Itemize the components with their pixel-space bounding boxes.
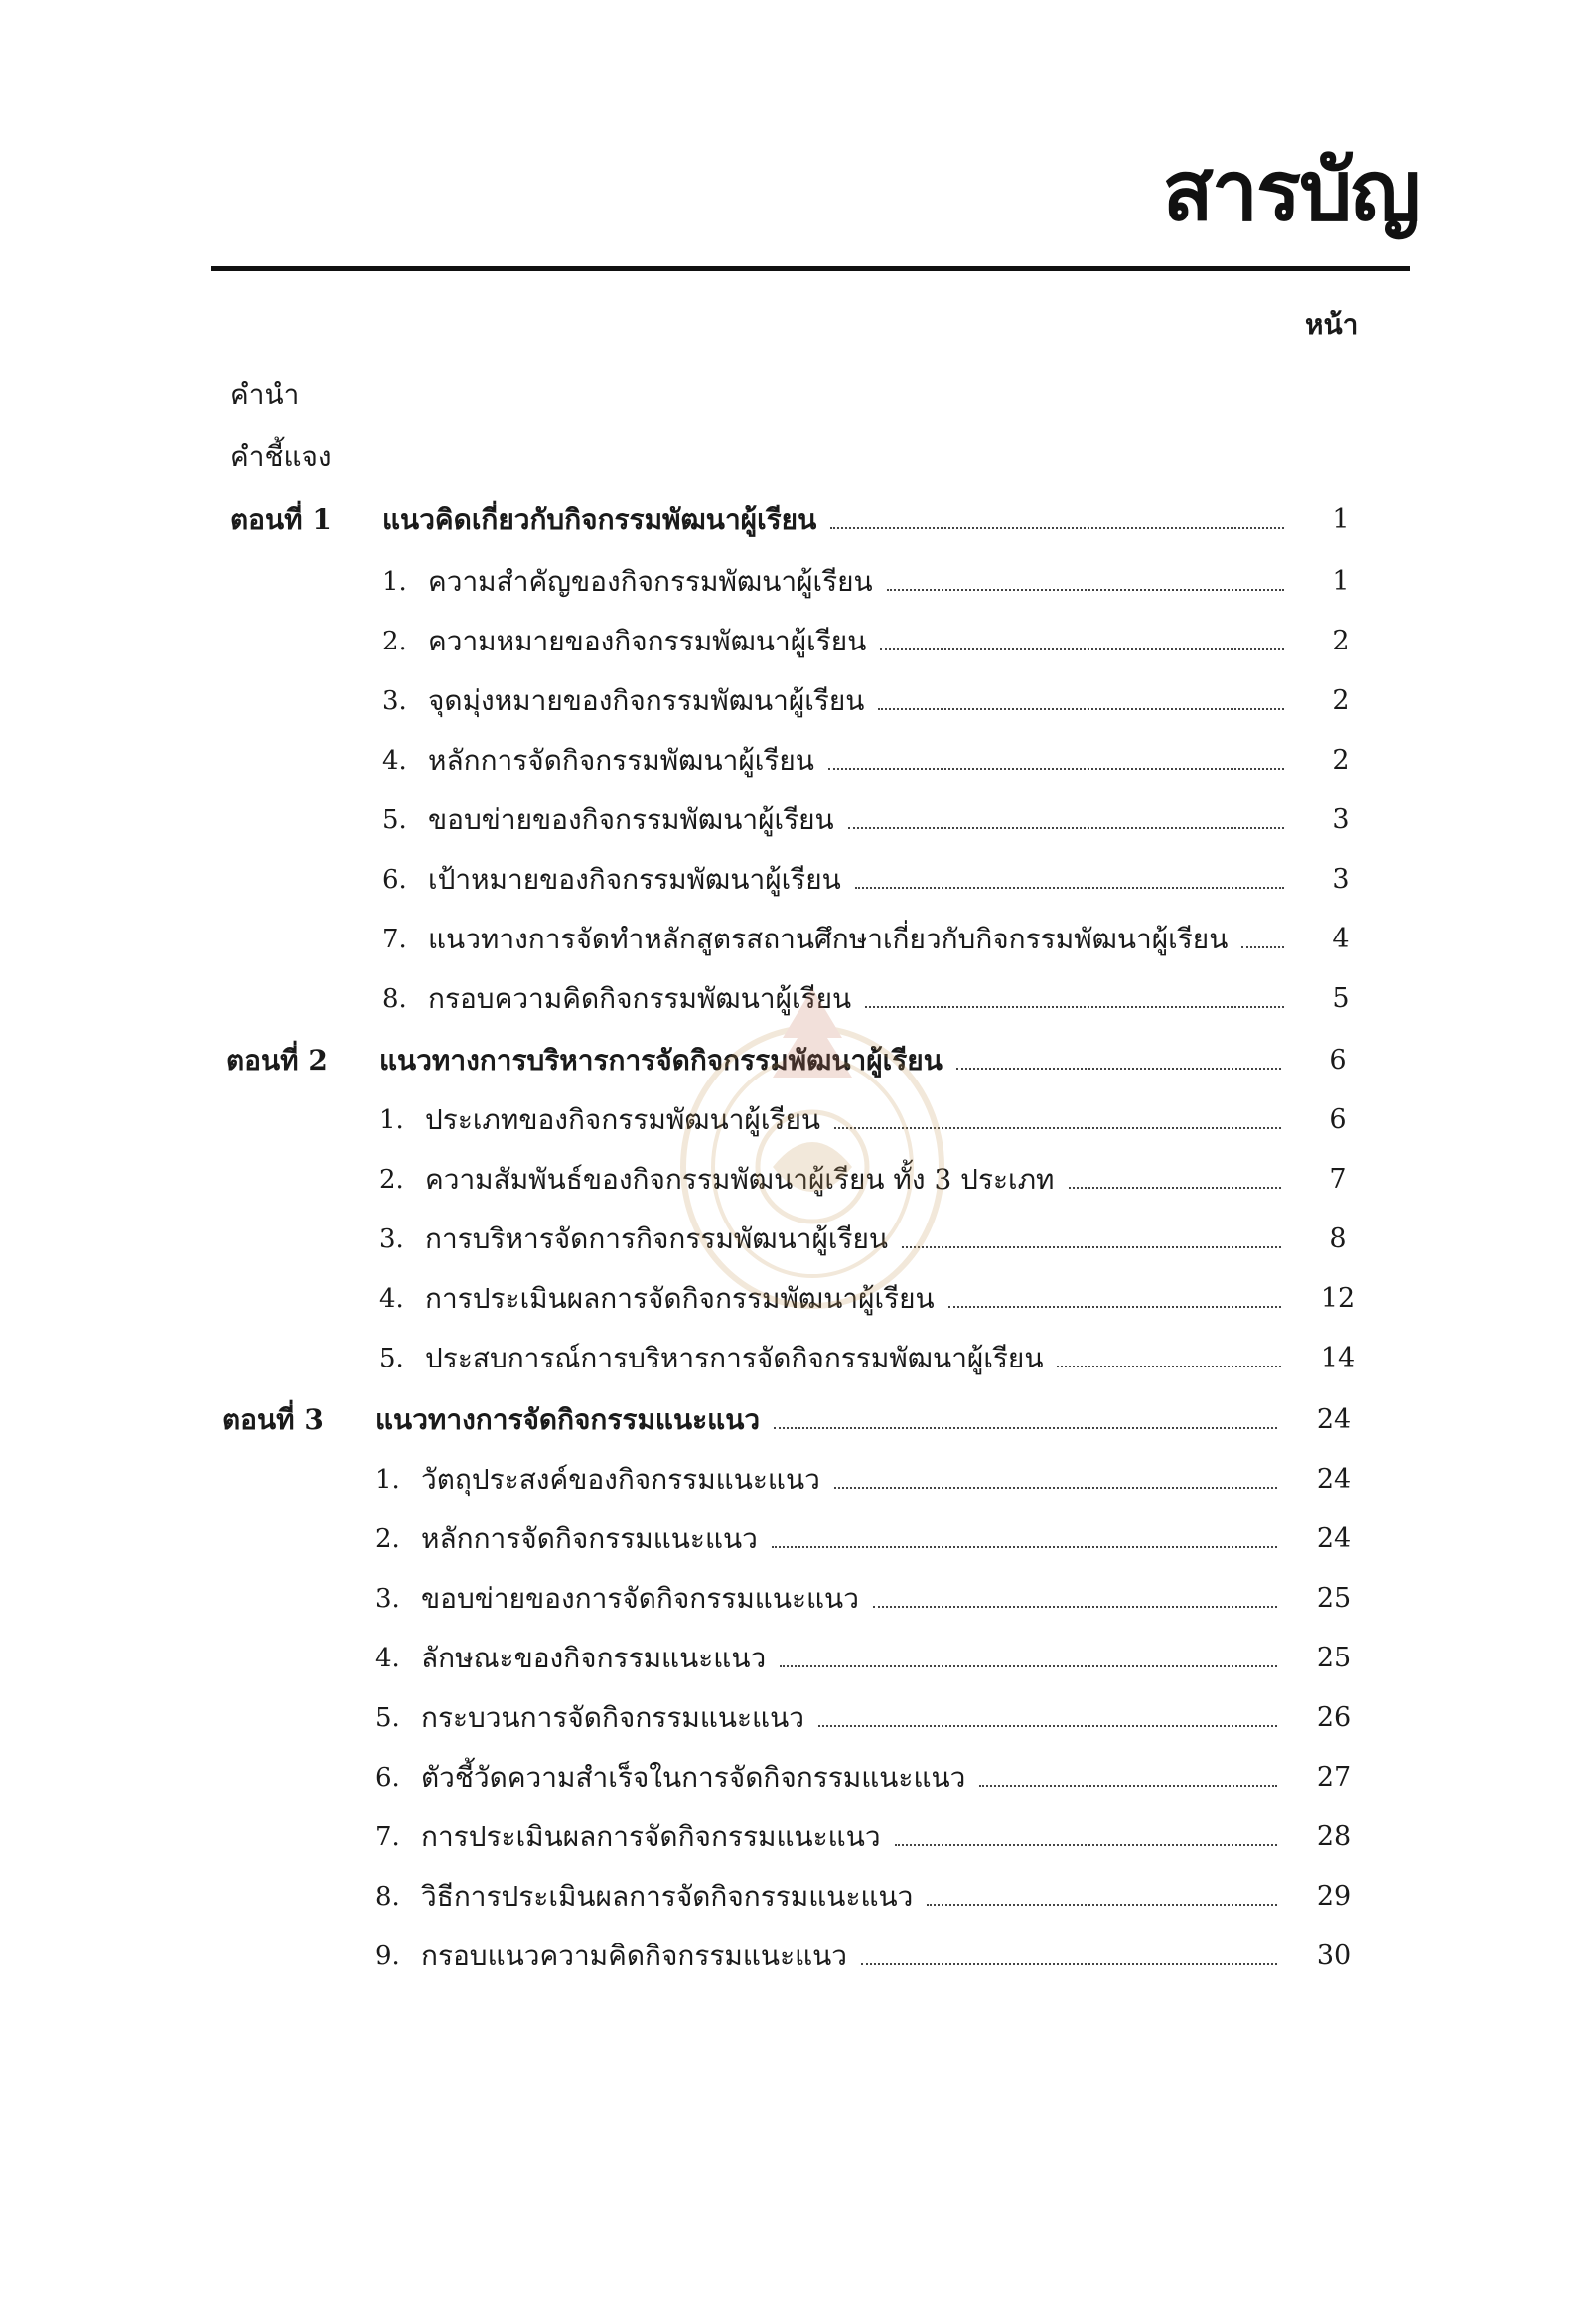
dot-leader <box>828 767 1284 770</box>
dot-leader <box>927 1903 1277 1906</box>
toc-item-line <box>379 1220 1291 1259</box>
page-number: 30 <box>1316 1941 1352 1971</box>
page-number: 24 <box>1316 1404 1352 1435</box>
item-label: ความหมายของกิจกรรมพัฒนาผู้เรียน <box>428 625 867 657</box>
page-number: 25 <box>1316 1583 1352 1614</box>
dot-leader <box>772 1545 1277 1548</box>
toc-item-line <box>375 1579 1287 1619</box>
item-label: การบริหารจัดการกิจกรรมพัฒนาผู้เรียน <box>425 1223 889 1255</box>
part-title: แนวทางการจัดกิจกรรมแนะแนว <box>375 1403 761 1436</box>
item-label: ขอบข่ายของการจัดกิจกรรมแนะแนว <box>421 1582 859 1615</box>
dot-leader <box>887 588 1284 591</box>
item-label: จุดมุ่งหมายของกิจกรรมพัฒนาผู้เรียน <box>428 684 865 717</box>
dot-leader <box>878 707 1284 710</box>
page-number: 6 <box>1329 1104 1347 1135</box>
page-number: 26 <box>1316 1702 1352 1733</box>
page-number: 4 <box>1332 924 1350 954</box>
toc-item-line <box>375 1758 1287 1798</box>
page-number: 2 <box>1332 745 1350 776</box>
page-number: 12 <box>1320 1283 1356 1314</box>
item-number: 6. <box>382 865 407 895</box>
toc-entry-explanation <box>230 437 332 477</box>
toc-entry-foreword <box>230 375 299 415</box>
item-number: 2. <box>382 627 407 656</box>
toc-item-line <box>379 1339 1291 1378</box>
toc-item-line <box>375 1937 1287 1976</box>
dot-leader <box>948 1305 1281 1308</box>
dot-leader <box>873 1605 1277 1608</box>
item-number: 6. <box>375 1763 400 1793</box>
part-label: ตอนที่ 3 <box>222 1403 324 1436</box>
toc-part-line <box>382 501 1294 540</box>
item-number: 5. <box>379 1344 404 1373</box>
toc-item-line <box>382 741 1294 781</box>
part-title: แนวคิดเกี่ยวกับกิจกรรมพัฒนาผู้เรียน <box>382 504 817 536</box>
dot-leader <box>774 1426 1277 1429</box>
item-number: 1. <box>379 1105 404 1135</box>
dot-leader <box>834 1126 1281 1129</box>
item-label: กระบวนการจัดกิจกรรมแนะแนว <box>421 1701 804 1734</box>
part-title: แนวทางการบริหารการจัดกิจกรรมพัฒนาผู้เรียน <box>379 1044 943 1077</box>
item-label: การประเมินผลการจัดกิจกรรมพัฒนาผู้เรียน <box>425 1282 935 1315</box>
page-number: 29 <box>1316 1881 1352 1912</box>
toc-item-line <box>379 1160 1291 1200</box>
dot-leader <box>830 526 1284 529</box>
toc-item-line <box>382 622 1294 661</box>
toc-entry-label: คำนำ <box>230 378 300 411</box>
page-number: 3 <box>1332 864 1350 895</box>
toc-item-line <box>375 1877 1287 1917</box>
toc-part-line <box>379 1041 1291 1080</box>
page-number: 2 <box>1332 685 1350 716</box>
toc-item-line <box>382 860 1294 900</box>
item-label: เป้าหมายของกิจกรรมพัฒนาผู้เรียน <box>428 863 841 896</box>
dot-leader <box>865 1005 1284 1008</box>
toc-item-line <box>379 1279 1291 1319</box>
item-label: ความสำคัญของกิจกรรมพัฒนาผู้เรียน <box>428 565 873 598</box>
dot-leader <box>979 1784 1277 1787</box>
page-number: 14 <box>1320 1343 1356 1373</box>
dot-leader <box>1069 1186 1282 1189</box>
item-number: 8. <box>375 1882 400 1912</box>
part-label: ตอนที่ 2 <box>226 1044 328 1077</box>
item-number: 5. <box>382 805 407 835</box>
page-number: 24 <box>1316 1464 1352 1495</box>
page-number: 24 <box>1316 1523 1352 1554</box>
toc-item-line <box>375 1460 1287 1500</box>
item-number: 4. <box>375 1644 400 1673</box>
dot-leader <box>855 886 1284 889</box>
item-label: หลักการจัดกิจกรรมพัฒนาผู้เรียน <box>428 744 814 777</box>
item-number: 1. <box>382 567 407 597</box>
item-number: 2. <box>379 1165 404 1195</box>
part-label: ตอนที่ 1 <box>230 504 332 536</box>
item-label: ประเภทของกิจกรรมพัฒนาผู้เรียน <box>425 1103 820 1136</box>
page-number: 1 <box>1332 566 1350 597</box>
toc-item-line <box>382 800 1294 840</box>
toc-item-line <box>382 920 1294 959</box>
page-column-header: หน้า <box>1305 308 1359 341</box>
toc-item-line <box>375 1698 1287 1738</box>
title-rule <box>211 266 1410 271</box>
item-label: ตัวชี้วัดความสำเร็จในการจัดกิจกรรมแนะแนว <box>421 1761 966 1794</box>
dot-leader <box>902 1245 1281 1248</box>
item-label: ลักษณะของกิจกรรมแนะแนว <box>421 1642 767 1674</box>
item-number: 4. <box>379 1284 404 1314</box>
item-label: กรอบแนวความคิดกิจกรรมแนะแนว <box>421 1940 848 1972</box>
toc-item-line <box>375 1519 1287 1559</box>
dot-leader <box>834 1486 1277 1489</box>
dot-leader <box>1057 1365 1281 1367</box>
toc-item-line <box>382 562 1294 602</box>
item-label: ขอบข่ายของกิจกรรมพัฒนาผู้เรียน <box>428 803 834 836</box>
dot-leader <box>780 1664 1277 1667</box>
page-title: สารบัญ <box>1162 142 1419 239</box>
item-label: แนวทางการจัดทำหลักสูตรสถานศึกษาเกี่ยวกับกิจกรรมพัฒนาผู้เรียน <box>428 923 1229 955</box>
page-number: 6 <box>1329 1045 1347 1076</box>
page-number: 28 <box>1316 1821 1352 1852</box>
page-number: 7 <box>1329 1164 1347 1195</box>
item-label: การประเมินผลการจัดกิจกรรมแนะแนว <box>421 1820 881 1853</box>
item-number: 3. <box>375 1584 400 1614</box>
page-number: 5 <box>1332 983 1350 1014</box>
page-number: 2 <box>1332 626 1350 656</box>
page-number: 8 <box>1329 1223 1347 1254</box>
page-number: 25 <box>1316 1643 1352 1673</box>
dot-leader <box>848 826 1284 829</box>
page-number: 3 <box>1332 804 1350 835</box>
item-label: ความสัมพันธ์ของกิจกรรมพัฒนาผู้เรียน ทั้ง 3 ประเภท <box>425 1163 1055 1196</box>
item-number: 4. <box>382 746 407 776</box>
item-number: 9. <box>375 1942 400 1971</box>
dot-leader <box>1241 945 1284 948</box>
toc-item-line <box>375 1817 1287 1857</box>
item-label: ประสบการณ์การบริหารการจัดกิจกรรมพัฒนาผู้เรียน <box>425 1342 1044 1374</box>
dot-leader <box>895 1843 1277 1846</box>
toc-item-line <box>379 1100 1291 1140</box>
toc-item-line <box>375 1639 1287 1678</box>
item-number: 3. <box>379 1224 404 1254</box>
dot-leader <box>880 648 1284 650</box>
item-number: 2. <box>375 1524 400 1554</box>
dot-leader <box>956 1067 1281 1070</box>
dot-leader <box>818 1724 1277 1727</box>
item-number: 7. <box>382 925 407 954</box>
item-label: หลักการจัดกิจกรรมแนะแนว <box>421 1522 758 1555</box>
item-number: 1. <box>375 1465 400 1495</box>
item-label: วิธีการประเมินผลการจัดกิจกรรมแนะแนว <box>421 1880 914 1913</box>
item-number: 7. <box>375 1822 400 1852</box>
item-number: 3. <box>382 686 407 716</box>
page-number: 27 <box>1316 1762 1352 1793</box>
item-label: วัตถุประสงค์ของกิจกรรมแนะแนว <box>421 1463 820 1496</box>
item-label: กรอบความคิดกิจกรรมพัฒนาผู้เรียน <box>428 982 852 1015</box>
toc-part-line <box>375 1400 1287 1440</box>
toc-entry-label: คำชี้แจง <box>230 440 332 473</box>
item-number: 5. <box>375 1703 400 1733</box>
toc-item-line <box>382 979 1294 1019</box>
page-number: 1 <box>1332 504 1350 535</box>
item-number: 8. <box>382 984 407 1014</box>
toc-item-line <box>382 681 1294 721</box>
seal-watermark <box>663 968 961 1326</box>
dot-leader <box>861 1962 1277 1965</box>
